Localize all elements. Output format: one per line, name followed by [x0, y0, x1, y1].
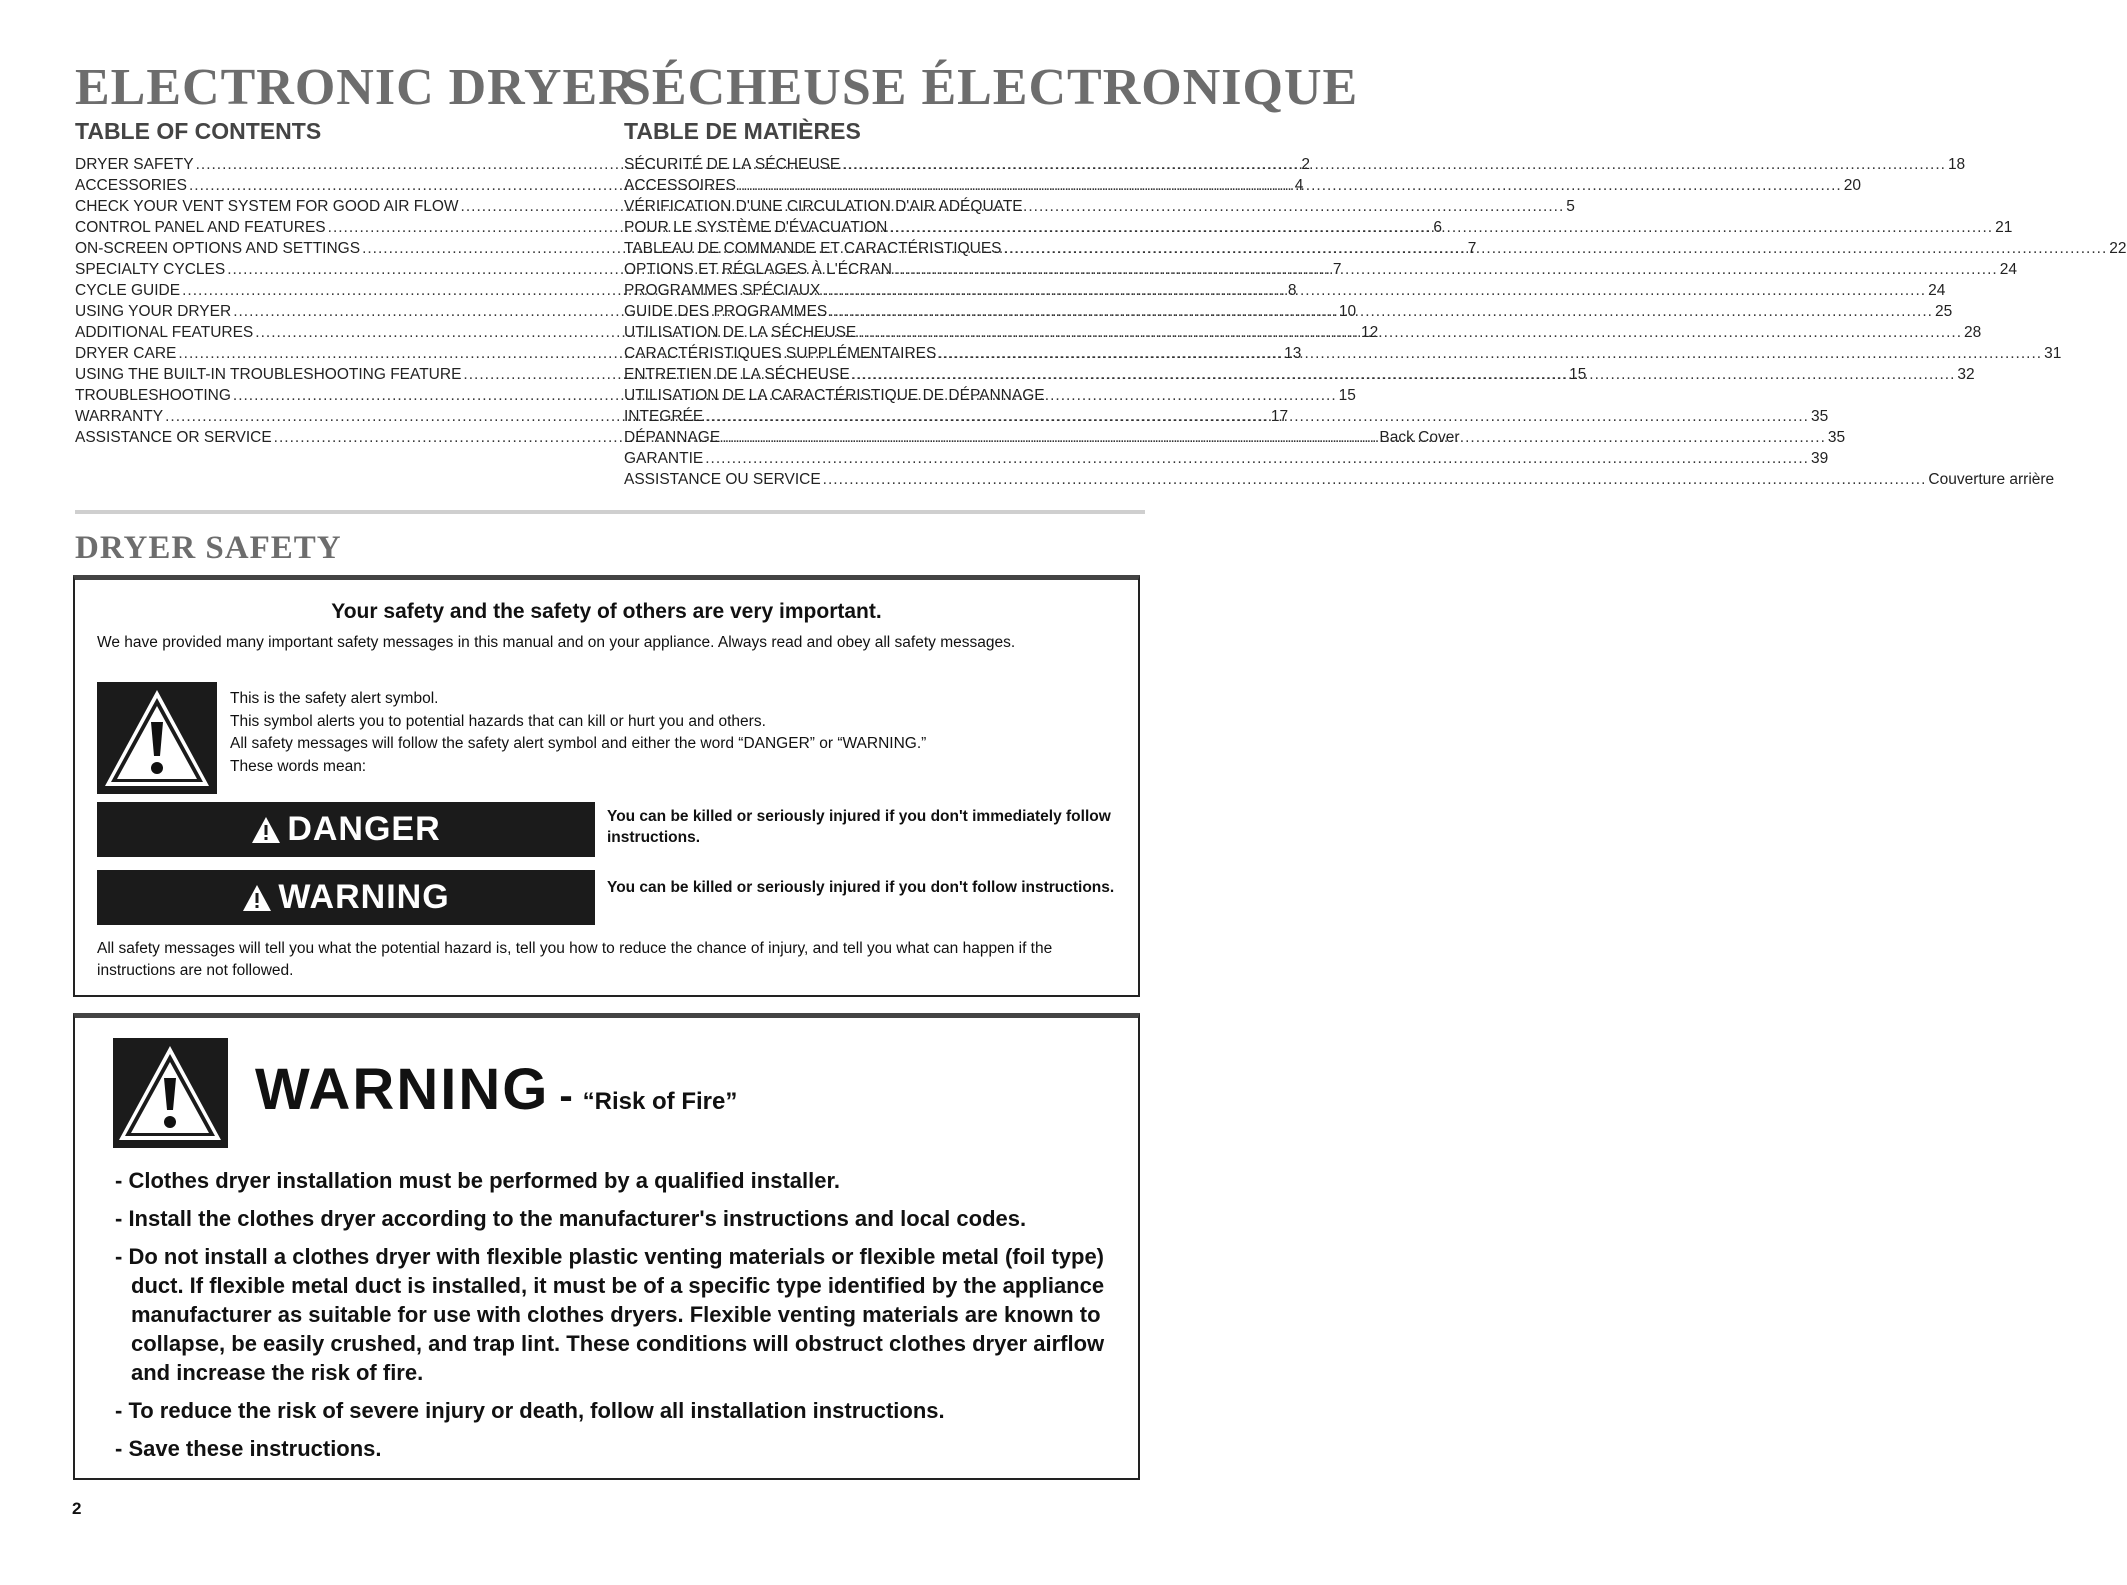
toc-item-label: CONTROL PANEL AND FEATURES: [75, 219, 326, 236]
toc-page-number: 7: [1332, 261, 1342, 278]
toc-page-number: 6: [1433, 219, 1442, 236]
alert-symbol-explanation: [230, 688, 926, 778]
warning-text: You can be killed or seriously injured if you don't follow instructions.: [607, 879, 1115, 896]
toc-leader-dots: [842, 154, 1946, 175]
toc-item-label: ASSISTANCE OR SERVICE: [75, 429, 272, 446]
toc-leader-dots: [822, 280, 1926, 301]
toc-leader-dots: [894, 259, 1998, 280]
fire-warning-alert-icon: [113, 1038, 228, 1148]
toc-item-label: PROGRAMMES SPÉCIAUX: [624, 282, 821, 299]
subtitle-english: TABLE OF CONTENTS: [75, 118, 322, 144]
section-title-dryer-safety: DRYER SAFETY: [75, 530, 342, 566]
fire-warning-item: - Do not install a clothes dryer with flexible plastic venting materials or flexible metal (foil type) duct. If flexible metal duct is installed, it must be of a specific type identified by the appliance manufacturer as suitable for use with clothes dryers. Flexible venting materials are known to collapse, be easily crushed, and trap lint. These conditions will obstruct clothes dryer airflow and increase the risk of fire.: [115, 1244, 1105, 1385]
toc-page-number: 35: [1827, 429, 1846, 446]
toc-item-label: TABLEAU DE COMMANDE ET CARACTÉRISTIQUES: [624, 240, 1002, 257]
toc-item-label: GUIDE DES PROGRAMMES: [624, 303, 828, 320]
toc-page-number: 12: [1361, 324, 1379, 341]
toc-leader-dots: [738, 175, 1842, 196]
toc-page-number: 2: [1301, 156, 1310, 173]
fire-warning-dash: -: [559, 1074, 573, 1118]
toc-item-label: TROUBLESHOOTING: [75, 387, 231, 404]
fire-warning-item: - Clothes dryer installation must be performed by a qualified installer.: [115, 1168, 840, 1193]
toc-page-number: 39: [1810, 450, 1829, 467]
toc-leader-dots: [823, 469, 1927, 490]
toc-leader-dots: [829, 301, 1933, 322]
safety-alert-icon: [97, 682, 217, 794]
toc-item-label: CYCLE GUIDE: [75, 282, 181, 299]
toc-page-number: 24: [1928, 282, 1946, 299]
toc-page-number: 15: [1338, 387, 1356, 404]
toc-item-label: UTILISATION DE LA CARACTÉRISTIQUE DE DÉPANNAGE: [624, 387, 1045, 404]
toc-item-label: USING THE BUILT-IN TROUBLESHOOTING FEATURE: [75, 366, 462, 383]
toc-page-number: 21: [1995, 219, 2013, 236]
toc-item: [624, 196, 2013, 238]
toc-item-label: DRYER CARE: [75, 345, 177, 362]
toc-page-number: 28: [1964, 324, 1982, 341]
toc-page-number: 17: [1270, 408, 1289, 425]
toc-page-number: 8: [1287, 282, 1297, 299]
toc-leader-dots: [938, 343, 2042, 364]
toc-item-label: WARRANTY: [75, 408, 164, 425]
toc-leader-dots: [889, 217, 1993, 238]
toc-page-number: 31: [2044, 345, 2062, 362]
alert-line: This symbol alerts you to potential hazards that can kill or hurt you and others.: [230, 712, 766, 730]
toc-item-label: ON-SCREEN OPTIONS AND SETTINGS: [75, 240, 361, 257]
toc-page-number: 25: [1934, 303, 1953, 320]
safety-intro: We have provided many important safety messages in this manual and on your appliance. Always read and obey all safety messages.: [97, 634, 1016, 651]
fire-warning-box: [73, 1013, 1140, 1480]
section-divider: [75, 510, 1145, 514]
fire-warning-item: - Install the clothes dryer according to the manufacturer's instructions and local codes.: [115, 1206, 1027, 1231]
fire-warning-list: [115, 1166, 1135, 1472]
toc-item-label: INTEGRÉE: [624, 408, 704, 425]
toc-item: [624, 154, 1966, 175]
safety-info-box: [73, 575, 1140, 997]
toc-item-label: CARACTÉRISTIQUES SUPPLÉMENTAIRES: [624, 345, 937, 362]
toc-item: [624, 238, 2127, 259]
alert-line: This is the safety alert symbol.: [230, 690, 439, 707]
toc-item-label: GARANTIE: [624, 450, 704, 467]
toc-item-label: USING YOUR DRYER: [75, 303, 232, 320]
fire-warning-word: WARNING: [255, 1057, 550, 1122]
subtitle-french: TABLE DE MATIÈRES: [624, 118, 861, 144]
page-number: 2: [72, 1499, 82, 1518]
warning-signal-panel: [97, 870, 595, 925]
toc-leader-dots: [1004, 238, 2108, 259]
danger-text: You can be killed or seriously injured if you don't immediately follow instructions.: [607, 808, 1111, 846]
fire-warning-item: - To reduce the risk of severe injury or death, follow all installation instructions.: [115, 1398, 945, 1423]
toc-item: [624, 259, 2017, 280]
warning-alert-icon: [242, 884, 272, 912]
toc-page-number: 7: [1467, 240, 1477, 257]
fire-warning-heading: [255, 1056, 737, 1123]
toc-page-number: 15: [1569, 366, 1587, 383]
toc-item-label: ENTRETIEN DE LA SÉCHEUSE: [624, 366, 850, 383]
toc-page-number: 20: [1843, 177, 1861, 194]
alert-line: All safety messages will follow the safety alert symbol and either the word “DANGER” or “WARNING.”: [230, 735, 927, 752]
toc-page-number: 24: [1999, 261, 2017, 278]
toc-page-number: 18: [1947, 156, 1966, 173]
toc-item-label: CHECK YOUR VENT SYSTEM FOR GOOD AIR FLOW: [75, 198, 459, 215]
toc-leader-dots: [705, 448, 1809, 469]
fire-warning-risk: “Risk of Fire”: [582, 1088, 738, 1115]
toc-item: [624, 448, 1829, 469]
toc-leader-dots: [722, 427, 1826, 448]
toc-item-label: SPECIALTY CYCLES: [75, 261, 226, 278]
toc-item-label: POUR LE SYSTÈME D'ÉVACUATION: [624, 219, 888, 236]
toc-item-label: SÉCURITÉ DE LA SÉCHEUSE: [624, 156, 841, 173]
toc-item-label: UTILISATION DE LA SÉCHEUSE: [624, 324, 857, 341]
toc-item: [624, 175, 1861, 196]
toc-page-number: 22: [2109, 240, 2127, 257]
toc-page-number: 5: [1566, 198, 1575, 215]
title-english: ELECTRONIC DRYER: [75, 59, 637, 116]
safety-heading: Your safety and the safety of others are very important.: [331, 600, 882, 623]
toc-item: [624, 469, 2055, 490]
toc-page-number: Back Cover: [1379, 429, 1460, 446]
toc-item: [624, 280, 1946, 301]
warning-label: WARNING: [278, 878, 450, 916]
danger-signal-panel: [97, 802, 595, 857]
toc-item-label: ACCESSOIRES: [624, 177, 736, 194]
toc-item-label: DÉPANNAGE: [624, 429, 721, 446]
toc-item-label: ACCESSORIES: [75, 177, 187, 194]
danger-alert-icon: [251, 816, 281, 844]
toc-leader-dots: [858, 322, 1962, 343]
toc-page-number: Couverture arrière: [1928, 471, 2055, 488]
fire-warning-item: - Save these instructions.: [115, 1436, 382, 1461]
toc-item-label: VÉRIFICATION D'UNE CIRCULATION D'AIR ADÉQUATE: [624, 198, 1023, 215]
toc-page-number: 35: [1810, 408, 1829, 425]
alert-line: These words mean:: [230, 757, 367, 775]
toc-page-number: 32: [1957, 366, 1975, 383]
toc-item-label: OPTIONS ET RÉGLAGES À L'ÉCRAN: [624, 261, 892, 278]
toc-item-label: DRYER SAFETY: [75, 156, 194, 173]
toc-item-label: ADDITIONAL FEATURES: [75, 324, 254, 341]
toc-leader-dots: [705, 406, 1809, 427]
danger-label: DANGER: [287, 810, 441, 848]
toc-page-number: 10: [1338, 303, 1357, 320]
toc-page-number: 13: [1284, 345, 1302, 362]
toc-item-label: ASSISTANCE OU SERVICE: [624, 471, 821, 488]
toc-page-number: 4: [1294, 177, 1304, 194]
toc-leader-dots: [852, 364, 1956, 385]
safety-outro: All safety messages will tell you what the potential hazard is, tell you how to reduce the chance of injury, and tell you what can happen if the instructions are not followed.: [97, 940, 1053, 979]
title-french: SÉCHEUSE ÉLECTRONIQUE: [622, 59, 1359, 116]
